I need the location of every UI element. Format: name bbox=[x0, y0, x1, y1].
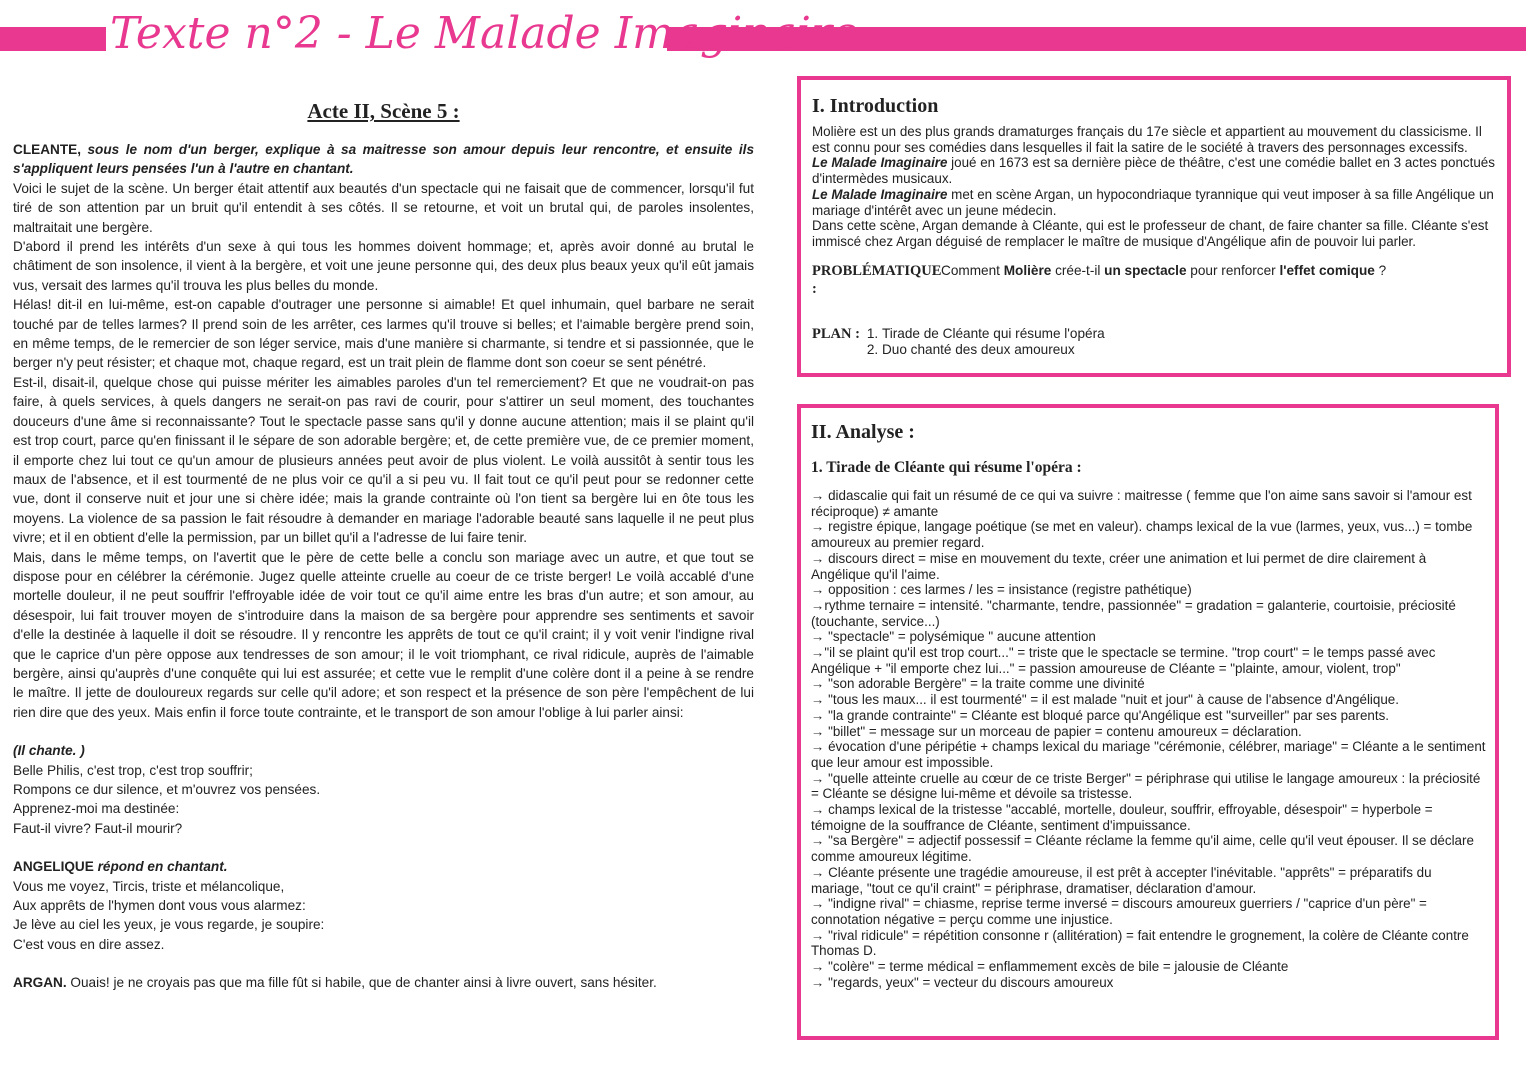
problematique-label: PROBLÉMATIQUE : bbox=[812, 262, 942, 297]
verse-line: Faut-il vivre? Faut-il mourir? bbox=[13, 820, 183, 836]
analyse-item: → "quelle atteinte cruelle au cœur de ce triste Berger" = périphrase qui utilise le langage amoureux : la préciosité = Cléante se désigne lui-même et dévoile sa tristesse. bbox=[811, 770, 1481, 802]
analyse-item: → champs lexical de la tristesse "accablé, mortelle, douleur, souffrir, effroyable, désespoir" = hyperbole = témoigne de la souffrance de Cléante, sentiment d'impuissance. bbox=[811, 802, 1433, 833]
problematique-text: Comment Molière crée-t-il un spectacle pour renforcer l'effet comique ? bbox=[941, 262, 1387, 278]
analyse-item: → "colère" = terme médical = enflammement excès de bile = jalousie de Cléante bbox=[811, 959, 1289, 975]
plan-item: 2. Duo chanté des deux amoureux bbox=[882, 342, 1105, 358]
analyse-item: → "son adorable Bergère" = la traite comme une divinité bbox=[811, 676, 1145, 692]
analyse-item: → "indigne rival" = chiasme, reprise terme inversé = discours amoureux guerriers / "caprice d'un père" = connotation négative = perçu comme une injustice. bbox=[811, 896, 1427, 927]
stage-direction-intro: CLEANTE, sous le nom d'un berger, explique à sa maitresse son amour depuis leur rencontre, et ensuite ils s'appliquent leurs pensées l'un à l'autre en chantant. bbox=[13, 142, 754, 177]
analyse-item: → "billet" = message sur un morceau de papier = contenu amoureux = déclaration. bbox=[811, 723, 1302, 739]
analyse-item: → Cléante présente une tragédie amoureuse, il est prêt à accepter l'inévitable. "apprêts" = préparatifs du mariage, "tout ce qu'il craint" = périphrase, dramatiser, déclaration d'amour. bbox=[811, 864, 1432, 896]
verse-line: Vous me voyez, Tircis, triste et mélancolique, bbox=[13, 878, 285, 894]
scene-heading: Acte II, Scène 5 : bbox=[307, 99, 460, 123]
argan-line: ARGAN. Ouais! je ne croyais pas que ma fille fût si habile, que de chanter ainsi à livre ouvert, sans hésiter. bbox=[13, 975, 657, 991]
paragraph-5: Mais, dans le même temps, on l'avertit que le père de cette belle a conclu son mariage avec un autre, et que tout se dispose pour en célébrer la cérémonie. Jugez quelle atteinte cruelle au coeur de ce triste berger! Le voilà accablé d'une mortelle douleur, il ne peut souffrir l'effroyable idée de voir tout ce qu'il aime entre les bras d'un autre; et son amour, au désespoir, lui fait trouver moyen de s'introduire dans la maison de sa bergère pour apprendre ses sentiments et savoir d'elle la destinée à laquelle il doit se résoudre. Il y rencontre les apprêts de tout ce qu'il craint; il y voit venir l'indigne rival que le caprice d'un père oppose aux tendresses de son amour; il le voit triomphant, ce rival ridicule, auprès de l'aimable bergère, ainsi qu'auprès d'une conquête qui lui est assurée; et cette vue le remplit d'une colère dont il a peine à se rendre le maître. Il jette de douloureux regards sur celle qu'il adore; et son respect et la présence de son père l'empêchent de lui rien dire que des yeux. Mais enfin il force toute contrainte, et le transport de son amour l'oblige à lui parler ainsi: bbox=[13, 549, 754, 720]
introduction-title: I. Introduction bbox=[812, 95, 939, 117]
intro-paragraph: Le Malade Imaginaire joué en 1673 est sa dernière pièce de théâtre, c'est une comédie ballet en 3 actes ponctués d'intermèdes musicaux. bbox=[812, 155, 1495, 187]
verse-line: Apprenez-moi ma destinée: bbox=[13, 801, 180, 817]
analyse-item: →rythme ternaire = intensité. "charmante, tendre, passionnée" = gradation = galanterie, courtoisie, préciosité (touchante, service...) bbox=[811, 597, 1456, 629]
analyse-subtitle: 1. Tirade de Cléante qui résume l'opéra : bbox=[811, 459, 1082, 476]
analyse-item: →"il se plaint qu'il est trop court..." = triste que le spectacle se termine. "trop court" = le temps passé avec Angélique + "il emporte chez lui..." = passion amoureuse de Cléante = "plainte, amour, violent, trop" bbox=[811, 645, 1436, 676]
paragraph-3: Hélas! dit-il en lui-même, est-on capable d'outrager une personne si aimable! Et quel inhumain, quel barbare ne serait touché par de telles larmes? Il prend soin de les arrêter, ces larmes qu'il trouve si belles; et l'aimable bergère prend soin, en même temps, de le remercier de son léger service, mais d'une manière si charmante, si tendre et si passionnée, que le berger n'y peut résister; et chaque mot, chaque regard, est un trait plein de flamme dont son coeur se sent pénétré. bbox=[13, 297, 754, 371]
analyse-item: → opposition : ces larmes / les = insistance (registre pathétique) bbox=[811, 582, 1192, 598]
analyse-item: → registre épique, langage poétique (se met en valeur). champs lexical de la vue (larmes, yeux, vus...) = tombe amoureux au premier regard. bbox=[811, 519, 1473, 551]
analyse-item: → évocation d'une péripétie + champs lexical du mariage "cérémonie, célébrer, mariage" = Cléante a le sentiment que leur amour est impossible. bbox=[811, 739, 1486, 770]
analyse-list bbox=[811, 488, 1487, 991]
introduction-box bbox=[797, 76, 1511, 377]
title-bar-left bbox=[0, 27, 106, 51]
paragraph-2: D'abord il prend les intérêts d'un sexe à qui tous les hommes doivent hommage; et, après avoir donné au brutal le châtiment de son insolence, il vient à la bergère, et voit une jeune personne qui, des deux plus beaux yeux qu'il eût jamais vus, versait des larmes qu'il trouva les plus belles du monde. bbox=[13, 239, 754, 293]
scene-text-column bbox=[13, 98, 754, 993]
angelique-stage-direction: ANGELIQUE répond en chantant. bbox=[13, 859, 228, 875]
intro-paragraph: Dans cette scène, Argan demande à Cléante, qui est le professeur de chant, de faire chanter sa fille. Cléante s'est immiscé chez Argan déguisé de remplacer le maître de musique d'Angélique afin de pouvoir lui parler. bbox=[812, 218, 1489, 249]
plan-label: PLAN : bbox=[812, 325, 860, 342]
verse-line: C'est vous en dire assez. bbox=[13, 936, 165, 952]
analyse-item: → discours direct = mise en mouvement du texte, créer une animation et lui permet de dire clairement à Angélique qu'il l'aime. bbox=[811, 550, 1427, 582]
page-title: Texte n°2 - Le Malade Imaginaire bbox=[110, 8, 858, 59]
verse-line: Aux apprêts de l'hymen dont vous vous alarmez: bbox=[13, 898, 306, 914]
chant-stage-direction: (Il chante. ) bbox=[13, 743, 85, 759]
paragraph-1: Voici le sujet de la scène. Un berger était attentif aux beautés d'un spectacle qui ne faisait que de commencer, lorsqu'il fut tiré de son attention par un bruit qu'il entendit à ses côtés. Il se retourne, et voit un brutal qui, de paroles insolentes, maltraitait une bergère. bbox=[13, 180, 754, 235]
verse-line: Belle Philis, c'est trop, c'est trop souffrir; bbox=[13, 762, 253, 778]
intro-paragraph: Molière est un des plus grands dramaturges français du 17e siècle et appartient au mouvement du classicisme. Il est connu pour ses comédies dans lesquelles il fait la satire de le société à travers des personnages excessifs. bbox=[812, 124, 1482, 155]
analyse-box bbox=[797, 404, 1499, 1040]
analyse-item: → "spectacle" = polysémique " aucune attention bbox=[811, 629, 1096, 645]
verse-line: Rompons ce dur silence, et m'ouvrez vos pensées. bbox=[13, 782, 321, 797]
plan-item: 1. Tirade de Cléante qui résume l'opéra bbox=[882, 326, 1105, 342]
analyse-item: → "regards, yeux" = vecteur du discours amoureux bbox=[811, 974, 1114, 990]
analyse-item: → "sa Bergère" = adjectif possessif = Cléante réclame la femme qu'il aime, celle qu'il veut épouser. Il se déclare comme amoureux légitime. bbox=[811, 833, 1474, 865]
analyse-item: → "tous les maux... il est tourmenté" = il est malade "nuit et jour" à cause de l'absence d'Angélique. bbox=[811, 692, 1399, 708]
paragraph-4: Est-il, disait-il, quelque chose qui puisse mériter les aimables paroles d'un tel remerciement? Et que ne voudrait-on pas faire, à quels services, à quels dangers ne serait-on pas ravi de courir, pour s'attirer un seul moment, des touchantes douceurs d'une âme si reconnaissante? Tout le spectacle passe sans qu'il y donne aucune attention; mais il se plaint qu'il est trop court, parce qu'en finissant il le sépare de son adorable bergère; et, de cette première vue, de ce premier moment, il emporte chez lui tout ce qu'un amour de plusieurs années peut avoir de plus violent. Le voilà aussitôt à sentir tous les maux de l'absence, et il est tourmenté de ne plus voir ce qu'il a si peu vu. Il fait tout ce qu'il peut pour se redonner cette vue, dont il conserve nuit et jour une si chère idée; mais la grande contrainte où l'on tient sa bergère lui en ôte tous les moyens. La violence de sa passion le fait résoudre à demander en mariage l'adorable beauté sans laquelle il ne peut plus vivre; et il en obtient d'elle la permission, par un billet qu'il a l'adresse de lui faire tenir. bbox=[13, 374, 754, 546]
analyse-title: II. Analyse : bbox=[811, 421, 915, 443]
problematique bbox=[812, 262, 1497, 298]
intro-paragraph: Le Malade Imaginaire met en scène Argan, un hypocondriaque tyrannique qui veut imposer à sa fille Angélique un mariage d'intérêt avec un jeune médecin. bbox=[812, 186, 1494, 218]
plan bbox=[812, 326, 1497, 358]
analyse-item: → "rival ridicule" = répétition consonne r (allitération) = fait entendre le grognement, la colère de Cléante contre Thomas D. bbox=[811, 927, 1469, 959]
verse-line: Je lève au ciel les yeux, je vous regarde, je soupire: bbox=[13, 917, 325, 933]
analyse-item: → didascalie qui fait un résumé de ce qui va suivre : maitresse ( femme que l'on aime sans savoir si l'amour est réciproque) ≠ amante bbox=[811, 488, 1472, 519]
analyse-item: → "la grande contrainte" = Cléante est bloqué parce qu'Angélique est "surveiller" par ses parents. bbox=[811, 707, 1389, 723]
